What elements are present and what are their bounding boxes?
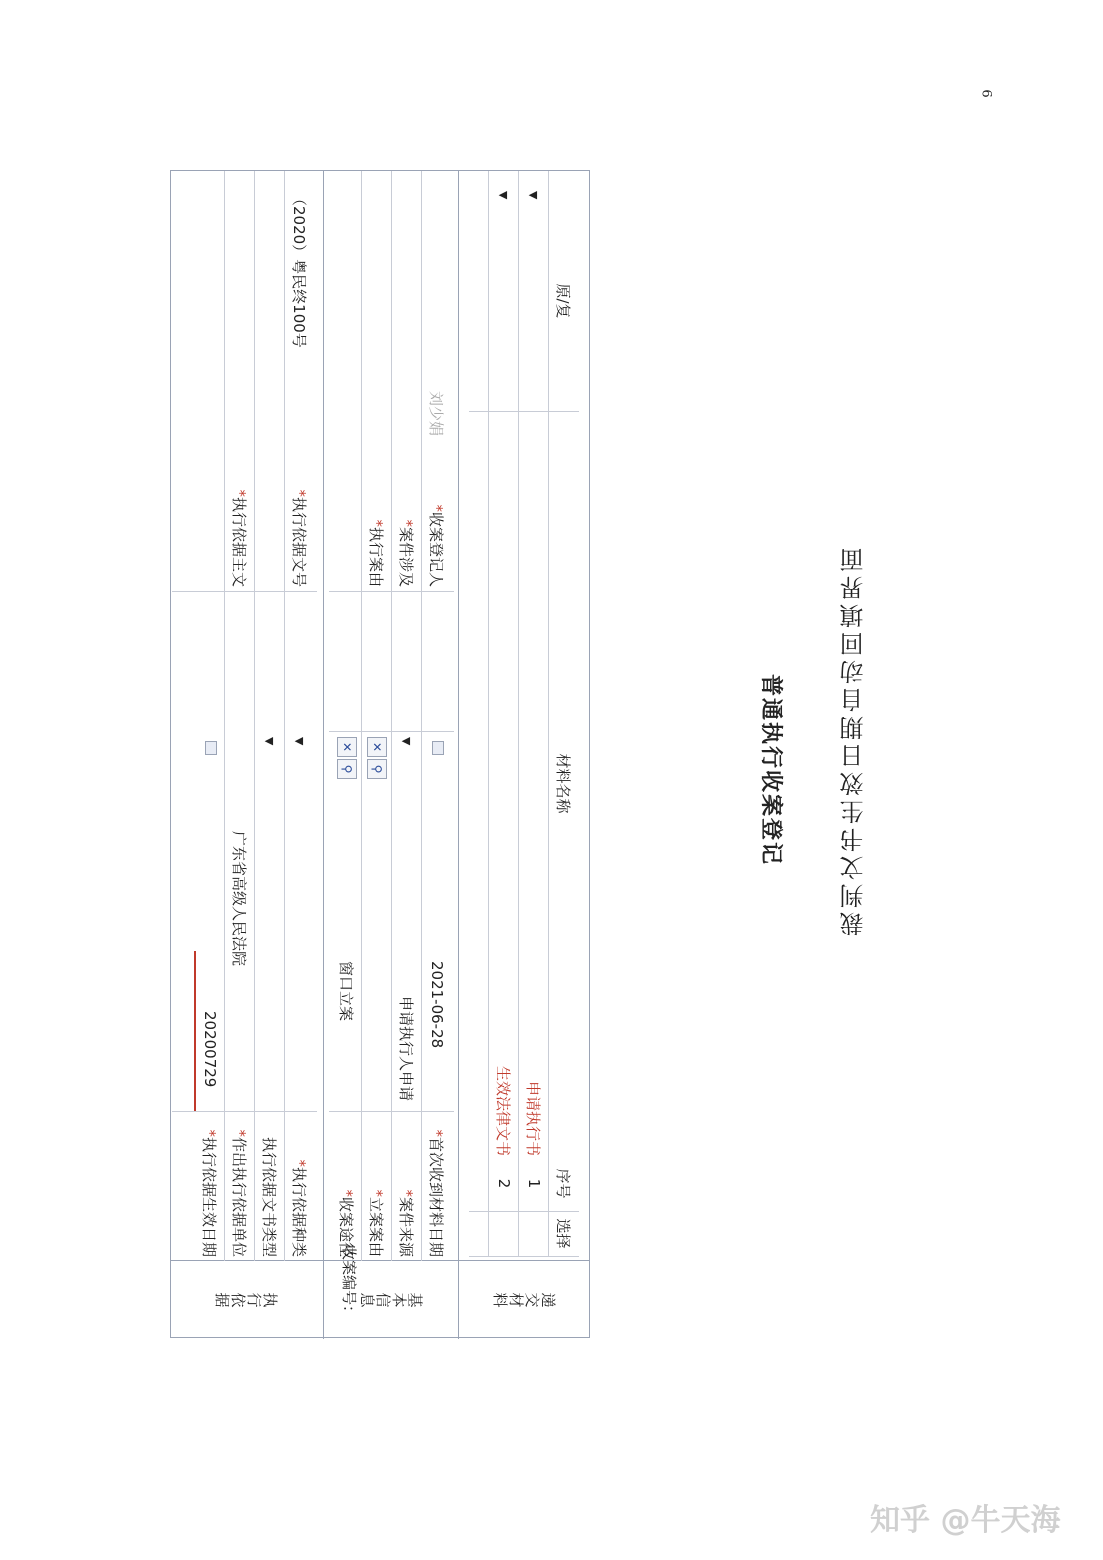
calendar-icon[interactable] — [205, 741, 217, 755]
page-number: 6 — [978, 89, 994, 98]
doc-no-input[interactable]: （2020）粤民终100号 — [290, 191, 309, 348]
doc-type-dropdown[interactable]: ▼ — [263, 737, 277, 746]
material-row-seq: 2 — [495, 1178, 513, 1189]
effective-date-input[interactable]: 20200729 — [201, 1011, 219, 1088]
case-source-label: 案件来源 — [397, 1196, 416, 1257]
search-icon[interactable]: ⚲ — [367, 759, 387, 779]
origin-dropdown-1[interactable]: ▼ — [527, 191, 541, 200]
arrow-indicator — [194, 951, 196, 1111]
doc-type-label: 执行依据文书类型 — [260, 1136, 279, 1257]
basis-type-dropdown[interactable]: ▼ — [293, 737, 307, 746]
clear-icon[interactable]: ✕ — [367, 737, 387, 757]
first-received-date-label: 首次收到材料日期 — [427, 1136, 446, 1257]
effective-date-label: 执行依据生效日期 — [200, 1136, 219, 1257]
issuer-input[interactable]: 广东省高级人民法院 — [230, 831, 249, 967]
case-involves-label: 案件涉及 — [397, 526, 416, 587]
calendar-icon[interactable] — [432, 741, 444, 755]
rotated-form-container — [200, 170, 784, 1370]
case-number-label: 收案编号： — [340, 1245, 358, 1321]
execution-basis-section-label: 执行依据 — [170, 1260, 323, 1339]
watermark: 知乎 @牛天海 — [870, 1503, 1061, 1538]
basis-type-label: 执行依据种类 — [290, 1166, 309, 1257]
basic-info-section-label: 基本信息 — [324, 1260, 458, 1339]
filing-route-input[interactable]: 窗口立案 — [337, 961, 356, 1022]
main-text-label: 执行依据主文 — [230, 496, 249, 587]
exec-cause-label: 执行案由 — [367, 526, 386, 587]
page-title: 普通执行收案登记 — [758, 673, 784, 866]
registrar-label: 收案登记人 — [427, 511, 446, 587]
execution-basis-section: 执行依据 * 执行依据种类 ▼ * 执行依据文号 （2020）粤民终100号 执行依据文书类型 ▼ * 执行依据主文 * 作出执行依据单位 广东省高级人民法院 * 执行依据生效日期 20200729 — [170, 171, 324, 1339]
clear-icon[interactable]: ✕ — [337, 737, 357, 757]
col-origin-header: 原/复 — [554, 283, 573, 319]
material-row-name[interactable]: 申请执行书 — [524, 1080, 543, 1156]
basic-info-section: 基本信息 * 首次收到材料日期 2021-06-28 * 收案登记人 刘少娟 * 案件来源 申请执行人申请 ▼ * 案件涉及 * 立案案由 ⚲ ✕ * 执行案由 * 收案途径 窗口立案 ⚲ ✕ — [324, 171, 459, 1339]
doc-no-label: 执行依据文号 — [290, 496, 309, 587]
col-select-header: 选择 — [554, 1218, 573, 1249]
origin-dropdown-2[interactable]: ▼ — [497, 191, 511, 200]
filing-route-label: 收案途径 — [337, 1196, 356, 1257]
case-source-dropdown-icon[interactable]: ▼ — [400, 737, 414, 746]
registration-form — [170, 170, 590, 1338]
materials-section-label: 递交材料 — [459, 1260, 589, 1339]
col-seq-header: 序号 — [554, 1168, 573, 1199]
filing-cause-label: 立案案由 — [367, 1196, 386, 1257]
caption: 裁判文书生效日期自动回填界面 — [840, 544, 868, 936]
materials-section — [459, 171, 589, 1339]
col-name-header: 材料名称 — [554, 753, 573, 814]
first-received-date-input[interactable]: 2021-06-28 — [428, 961, 446, 1049]
search-icon[interactable]: ⚲ — [337, 759, 357, 779]
case-source-select[interactable]: 申请执行人申请 — [397, 995, 416, 1101]
material-row-name[interactable]: 生效法律文书 — [494, 1065, 513, 1156]
material-row-seq: 1 — [525, 1178, 543, 1189]
registrar-input[interactable]: 刘少娟 — [427, 391, 446, 437]
issuer-label: 作出执行依据单位 — [230, 1136, 249, 1257]
